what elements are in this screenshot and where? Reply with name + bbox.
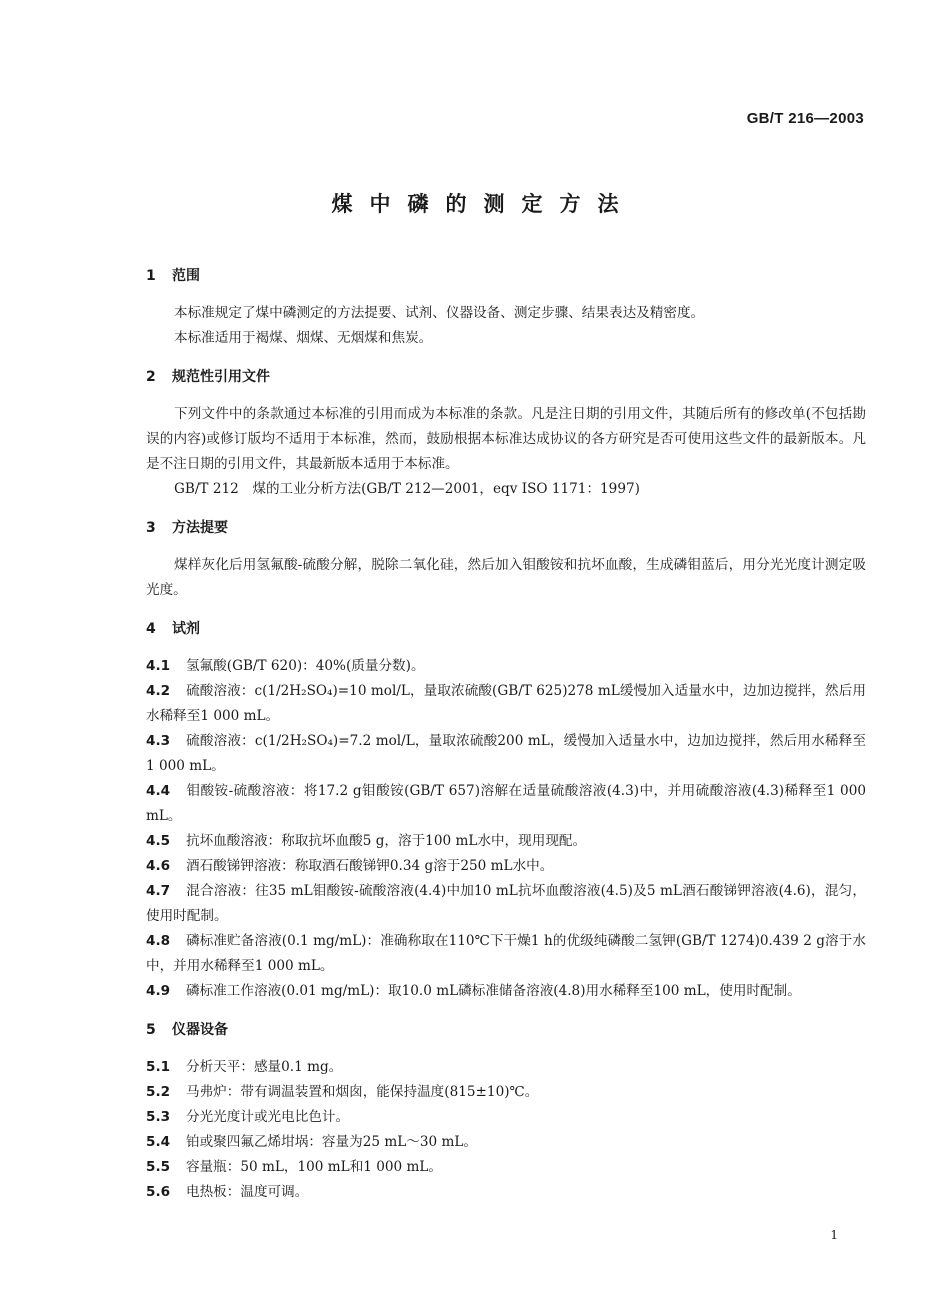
list-item [146, 929, 866, 979]
item-text: 磷标准贮备溶液(0.1 mg/mL)：准确称取在110℃下干燥1 h的优级纯磷酸二氢钾(GB/T 1274)0.439 2 g溶于水中，并用水稀释至1 000 mL。 [146, 933, 866, 974]
section-number: 1 [146, 268, 156, 284]
page-number: 1 [830, 1228, 838, 1242]
list-item [146, 1130, 866, 1155]
item-text: 马弗炉：带有调温装置和烟囱，能保持温度(815±10)℃。 [186, 1084, 539, 1100]
document-body [146, 262, 866, 1205]
section-heading-normative-references [146, 365, 866, 390]
section-number: 2 [146, 369, 156, 385]
item-text: 铂或聚四氟乙烯坩埚：容量为25 mL～30 mL。 [186, 1134, 477, 1150]
item-text: 分析天平：感量0.1 mg。 [186, 1059, 343, 1075]
list-item [146, 1155, 866, 1180]
list-item [146, 729, 866, 779]
item-text: 磷标准工作溶液(0.01 mg/mL)：取10.0 mL磷标准储备溶液(4.8)用水稀释至100 mL，使用时配制。 [186, 983, 801, 999]
section-title: 规范性引用文件 [172, 369, 270, 385]
list-item [146, 829, 866, 854]
section-number: 3 [146, 520, 156, 536]
item-text: 混合溶液：往35 mL钼酸铵-硫酸溶液(4.4)中加10 mL抗坏血酸溶液(4.5)及5 mL酒石酸锑钾溶液(4.6)，混匀，使用时配制。 [146, 883, 866, 924]
item-number: 5.2 [146, 1084, 171, 1100]
paragraph: 下列文件中的条款通过本标准的引用而成为本标准的条款。凡是注日期的引用文件，其随后所有的修改单(不包括勘误的内容)或修订版均不适用于本标准，然而，鼓励根据本标准达成协议的各方研究是否可使用这些文件的最新版本。凡是不注日期的引用文件，其最新版本适用于本标准。 [146, 406, 866, 472]
item-text: 分光光度计或光电比色计。 [186, 1109, 350, 1125]
item-number: 5.4 [146, 1134, 171, 1150]
item-text: 酒石酸锑钾溶液：称取酒石酸锑钾0.34 g溶于250 mL水中。 [186, 858, 554, 874]
item-number: 4.3 [146, 733, 171, 749]
item-number: 4.7 [146, 883, 171, 899]
section-heading-reagents [146, 617, 866, 642]
section-title: 范围 [172, 268, 200, 284]
section-heading-scope [146, 264, 866, 289]
item-number: 5.1 [146, 1059, 171, 1075]
paragraph: 本标准规定了煤中磷测定的方法提要、试剂、仪器设备、测定步骤、结果表达及精密度。 [174, 305, 705, 321]
apparatus-list [146, 1055, 866, 1205]
section-number: 4 [146, 621, 156, 637]
section-heading-apparatus [146, 1018, 866, 1043]
item-number: 4.8 [146, 933, 171, 949]
list-item [146, 679, 866, 729]
section-title: 试剂 [172, 621, 200, 637]
item-text: 钼酸铵-硫酸溶液：将17.2 g钼酸铵(GB/T 657)溶解在适量硫酸溶液(4.3)中，并用硫酸溶液(4.3)稀释至1 000 mL。 [146, 783, 866, 824]
item-number: 4.2 [146, 683, 171, 699]
item-text: 抗坏血酸溶液：称取抗坏血酸5 g，溶于100 mL水中，现用现配。 [186, 833, 587, 849]
list-item [146, 1055, 866, 1080]
item-number: 5.3 [146, 1109, 171, 1125]
item-text: 硫酸溶液：c(1/2H₂SO₄)=7.2 mol/L，量取浓硫酸200 mL，缓慢加入适量水中，边加边搅拌，然后用水稀释至1 000 mL。 [146, 733, 866, 774]
list-item [146, 1105, 866, 1130]
item-number: 5.5 [146, 1159, 171, 1175]
document-title: 煤中磷的测定方法 [331, 192, 636, 216]
reference-entry: GB/T 212 煤的工业分析方法(GB/T 212—2001，eqv ISO 1171：1997) [174, 481, 640, 497]
paragraph: 煤样灰化后用氢氟酸-硫酸分解，脱除二氧化硅，然后加入钼酸铵和抗坏血酸，生成磷钼蓝后，用分光光度计测定吸光度。 [146, 557, 866, 598]
reagent-list [146, 654, 866, 1004]
item-text: 氢氟酸(GB/T 620)：40%(质量分数)。 [186, 658, 425, 674]
list-item [146, 854, 866, 879]
paragraph: 本标准适用于褐煤、烟煤、无烟煤和焦炭。 [174, 330, 433, 346]
section-heading-method-summary [146, 516, 866, 541]
item-number: 4.1 [146, 658, 171, 674]
item-text: 容量瓶：50 mL，100 mL和1 000 mL。 [186, 1159, 443, 1175]
list-item [146, 1180, 866, 1205]
section-title: 方法提要 [172, 520, 228, 536]
item-number: 4.4 [146, 783, 171, 799]
item-number: 4.6 [146, 858, 171, 874]
item-text: 硫酸溶液：c(1/2H₂SO₄)=10 mol/L，量取浓硫酸(GB/T 625)278 mL缓慢加入适量水中，边加边搅拌，然后用水稀释至1 000 mL。 [146, 683, 866, 724]
section-title: 仪器设备 [172, 1022, 228, 1038]
section-number: 5 [146, 1022, 156, 1038]
list-item [146, 979, 866, 1004]
item-number: 4.9 [146, 983, 171, 999]
list-item [146, 879, 866, 929]
item-number: 5.6 [146, 1184, 171, 1200]
list-item [146, 654, 866, 679]
item-number: 4.5 [146, 833, 171, 849]
list-item [146, 1080, 866, 1105]
item-text: 电热板：温度可调。 [186, 1184, 309, 1200]
standard-code: GB/T 216—2003 [746, 110, 864, 127]
list-item [146, 779, 866, 829]
